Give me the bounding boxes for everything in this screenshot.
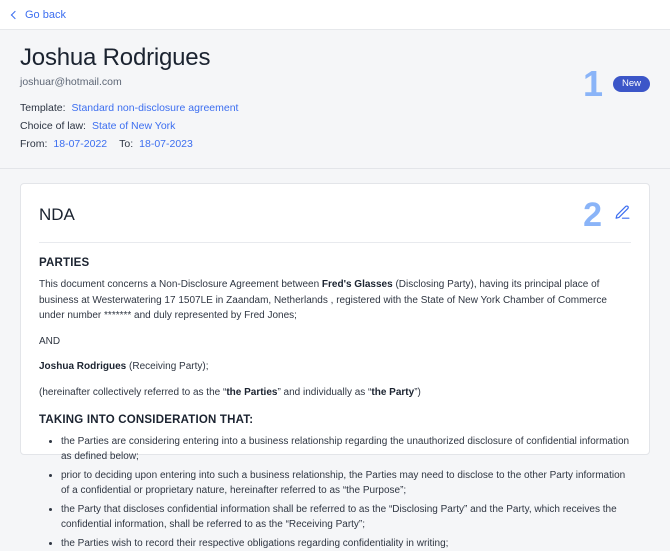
top-bar (0, 0, 670, 30)
consideration-heading: TAKING INTO CONSIDERATION THAT: (39, 414, 254, 426)
document-card-header (39, 198, 631, 243)
status-badge: New (613, 76, 650, 92)
meta-row-template (20, 102, 650, 114)
meta-row-dates (20, 138, 650, 150)
from-value[interactable]: 18-07-2022 (53, 138, 108, 150)
consideration-list (39, 434, 631, 551)
term-the-party: the Party (371, 386, 415, 398)
definitions-a: (hereinafter collectively referred to as the “ (39, 386, 227, 398)
to-label: To: (119, 138, 134, 150)
to-value[interactable]: 18-07-2023 (139, 138, 193, 150)
receiving-party-name: Joshua Rodrigues (39, 361, 127, 372)
contact-email: joshuar@hotmail.com (20, 76, 122, 88)
from-label: From: (20, 138, 48, 150)
document-card-actions (583, 198, 631, 232)
list-item: • prior to deciding upon entering into such a business relationship, the Parties may need to disclose to the other Party information of a confidential or proprietary nature, hereinafter referred to as “the Purpose”; (61, 468, 631, 498)
list-item: • the Party that discloses confidential information shall be referred to as the “Disclosing Party” and the Party, which receives the confidential information, shall be referred to as the “Receiving Party”; (61, 502, 631, 532)
step-marker-1: 1 (582, 63, 603, 104)
header-divider (0, 168, 670, 169)
document-card (20, 183, 650, 549)
definitions-e: ”) (414, 386, 421, 398)
meta-row-law (20, 120, 650, 132)
disclosing-party-name: Fred's Glasses (321, 279, 393, 290)
choice-of-law-label: Choice of law: (20, 120, 86, 132)
template-label: Template: (20, 102, 66, 114)
term-the-parties: the Parties (226, 386, 278, 398)
go-back-label: Go back (25, 8, 66, 21)
and-text: AND (39, 335, 61, 347)
list-item: • the Parties are considering entering into a business relationship regarding the unauthorized disclosure of confidential information as defined below; (61, 434, 631, 464)
status-badge-area (582, 63, 650, 104)
parties-paragraph (39, 277, 631, 324)
go-back-button[interactable] (12, 9, 66, 21)
parties-text-b: (Disclosing Party), having its principal place of business at Westerwatering 17 1507LE in Zaandam, Netherlands , registered with the State of New York Chamber of Commerce under number ******* and duly represented by Fred Jones; (39, 279, 607, 321)
receiving-party-paragraph (39, 359, 631, 375)
chevron-left-icon (11, 10, 19, 18)
parties-heading: PARTIES (39, 257, 90, 269)
step-marker-2: 2 (583, 196, 602, 234)
parties-text-a: This document concerns a Non-Disclosure Agreement between (39, 279, 322, 290)
choice-of-law-value[interactable]: State of New York (91, 120, 176, 132)
page-title: Joshua Rodrigues (20, 44, 211, 71)
document-title: NDA (39, 205, 75, 224)
contact-header (0, 30, 670, 160)
receiving-party-rest: (Receiving Party); (126, 361, 209, 372)
definitions-c: ” and individually as “ (277, 386, 372, 398)
pencil-icon[interactable] (614, 204, 631, 226)
template-value[interactable]: Standard non-disclosure agreement (71, 102, 239, 114)
definitions-paragraph (39, 385, 631, 401)
list-item: • the Parties wish to record their respective obligations regarding confidentiality in writing; (61, 536, 631, 551)
